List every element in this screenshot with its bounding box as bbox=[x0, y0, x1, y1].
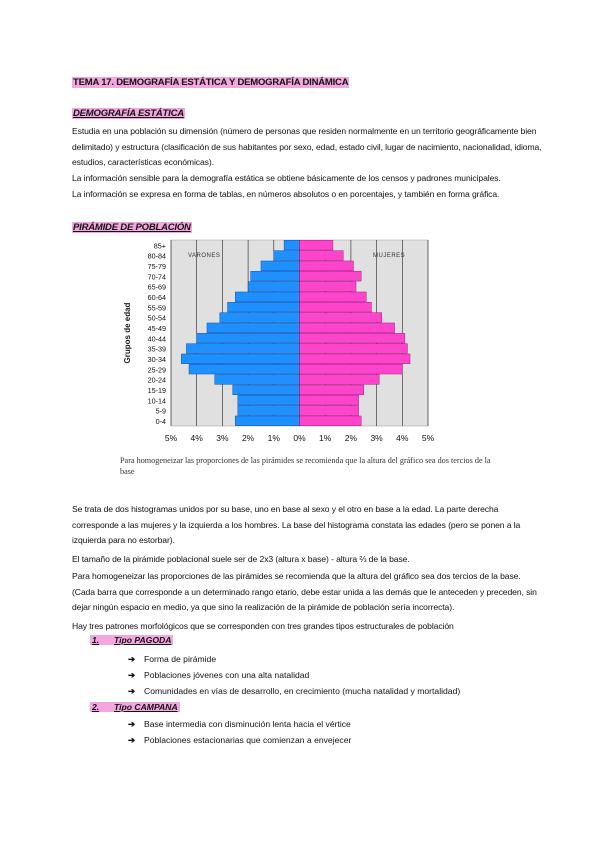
bar-mujeres-20-24 bbox=[300, 375, 380, 385]
y-tick-label: 15-19 bbox=[147, 386, 166, 395]
type-pagoda-heading bbox=[90, 635, 173, 645]
list-item bbox=[128, 654, 216, 665]
y-tick-label: 30-34 bbox=[147, 355, 166, 364]
y-tick-label: 25-29 bbox=[147, 365, 166, 375]
y-tick-label: 0-4 bbox=[155, 417, 166, 426]
y-tick-label: 40-44 bbox=[147, 334, 166, 344]
x-tick-label: 3% bbox=[370, 433, 383, 443]
type-number: 2. bbox=[92, 702, 100, 712]
bar-varones-30-34 bbox=[181, 354, 299, 364]
arrow-icon: ➔ bbox=[128, 686, 136, 696]
list-item-text: Base intermedia con disminución lenta hacia el vértice bbox=[144, 719, 351, 729]
bar-varones-15-19 bbox=[233, 385, 300, 395]
type-campana-heading bbox=[90, 702, 180, 712]
bar-varones-85+ bbox=[284, 240, 299, 250]
y-tick-label: 55-59 bbox=[147, 303, 166, 313]
bar-varones-10-14 bbox=[238, 395, 300, 405]
body-paragraph-1: Se trata de dos histogramas unidos por su base, uno en base al sexo y el otro en base a la edad. La parte derecha corresponde a las mujeres y la izquierda a los hombres. La base del histograma constata las edades (pero se ponen a la izquierda para no estorbar). bbox=[72, 504, 521, 545]
arrow-icon: ➔ bbox=[128, 654, 136, 664]
static-paragraph-3: La información se expresa en forma de tablas, en números absolutos o en porcentajes, y también en forma gráfica. bbox=[72, 189, 500, 199]
bar-varones-70-74 bbox=[251, 271, 300, 281]
y-tick-label: 70-74 bbox=[147, 272, 166, 282]
population-pyramid-chart bbox=[118, 235, 448, 445]
bar-mujeres-80-84 bbox=[300, 251, 344, 261]
static-demography-heading: DEMOGRAFÍA ESTÁTICA bbox=[73, 108, 184, 119]
bar-varones-40-44 bbox=[197, 333, 300, 343]
x-tick-label: 0% bbox=[293, 433, 306, 443]
bar-varones-75-79 bbox=[261, 261, 300, 271]
bar-mujeres-0-4 bbox=[300, 416, 362, 426]
chart-caption: Para homogeneizar las proporciones de las pirámides se recomienda que la altura del gráfico sea dos tercios de la base bbox=[120, 456, 491, 476]
y-axis-title: Grupos de edad bbox=[123, 302, 132, 364]
x-tick-label: 4% bbox=[396, 433, 409, 443]
page-title: TEMA 17. DEMOGRAFÍA ESTÁTICA Y DEMOGRAFÍA DINÁMICA bbox=[73, 77, 349, 88]
arrow-icon: ➔ bbox=[128, 719, 136, 729]
y-tick-label: 10-14 bbox=[147, 396, 166, 406]
bar-mujeres-35-39 bbox=[300, 344, 408, 354]
x-tick-label: 2% bbox=[344, 433, 358, 443]
bar-mujeres-50-54 bbox=[300, 313, 382, 323]
bar-mujeres-70-74 bbox=[300, 271, 362, 281]
x-tick-label: 1% bbox=[319, 433, 332, 443]
bar-mujeres-5-9 bbox=[300, 406, 359, 416]
bar-varones-55-59 bbox=[228, 302, 300, 312]
y-tick-label: 50-54 bbox=[147, 313, 166, 323]
list-item-text: Poblaciones jóvenes con una alta natalidad bbox=[144, 670, 310, 680]
y-tick-label: 80-84 bbox=[147, 251, 166, 261]
arrow-icon: ➔ bbox=[128, 670, 136, 680]
bar-varones-0-4 bbox=[235, 416, 299, 426]
y-tick-label: 60-64 bbox=[147, 293, 166, 302]
bar-varones-35-39 bbox=[186, 344, 299, 354]
list-item bbox=[128, 719, 351, 730]
bar-mujeres-15-19 bbox=[300, 385, 364, 395]
bar-mujeres-75-79 bbox=[300, 261, 354, 271]
legend-varones: VARONES bbox=[188, 253, 221, 259]
bar-mujeres-45-49 bbox=[300, 323, 395, 333]
x-tick-label: 3% bbox=[216, 433, 229, 443]
y-tick-label: 45-49 bbox=[147, 324, 166, 333]
bar-mujeres-65-69 bbox=[300, 282, 357, 292]
bar-varones-25-29 bbox=[189, 364, 300, 374]
legend-mujeres: MUJERES bbox=[373, 253, 406, 259]
bar-mujeres-10-14 bbox=[300, 395, 359, 405]
y-tick-label: 20-24 bbox=[147, 375, 166, 385]
x-tick-label: 1% bbox=[267, 433, 280, 443]
bar-mujeres-60-64 bbox=[300, 292, 367, 302]
bar-varones-60-64 bbox=[235, 292, 299, 302]
type-name: Tipo CAMPANA bbox=[114, 702, 178, 712]
bar-mujeres-40-44 bbox=[300, 333, 405, 343]
static-paragraph-1: Estudia en una población su dimensión (número de personas que residen normalmente en un territorio geográficamente bien delimitado) y estructura (clasificación de sus habitantes por sexo, edad, estado civil, lugar de nacimiento, nacionalidad, idioma, estudios, características económicas). bbox=[72, 126, 542, 167]
y-tick-label: 5-9 bbox=[155, 406, 166, 416]
list-item bbox=[128, 686, 460, 697]
y-tick-label: 65-69 bbox=[147, 282, 166, 292]
bar-varones-45-49 bbox=[207, 323, 300, 333]
x-tick-label: 5% bbox=[421, 433, 435, 443]
bar-mujeres-55-59 bbox=[300, 302, 372, 312]
bar-varones-50-54 bbox=[220, 313, 300, 323]
bar-mujeres-85+ bbox=[300, 240, 333, 250]
type-number: 1. bbox=[92, 635, 100, 645]
y-tick-label: 85+ bbox=[153, 241, 166, 251]
x-tick-label: 2% bbox=[241, 433, 255, 443]
list-item-text: Forma de pirámide bbox=[144, 654, 217, 664]
y-tick-label: 75-79 bbox=[147, 262, 166, 271]
list-item bbox=[128, 670, 309, 681]
y-tick-labels bbox=[148, 241, 166, 426]
type-name: Tipo PAGODA bbox=[114, 635, 172, 645]
arrow-icon: ➔ bbox=[128, 735, 136, 745]
bar-varones-80-84 bbox=[274, 251, 300, 261]
body-paragraph-4: Hay tres patrones morfológicos que se corresponden con tres grandes tipos estructurales de población bbox=[72, 621, 454, 631]
x-tick-label: 4% bbox=[190, 433, 203, 443]
list-item-text: Poblaciones estacionarias que comienzan a envejecer bbox=[144, 735, 352, 745]
list-item bbox=[128, 735, 351, 746]
y-tick-label: 35-39 bbox=[147, 344, 166, 354]
bar-varones-65-69 bbox=[248, 282, 299, 292]
bar-mujeres-25-29 bbox=[300, 364, 403, 374]
list-item-text: Comunidades en vías de desarrollo, en crecimiento (mucha natalidad y mortalidad) bbox=[144, 686, 461, 696]
body-paragraph-3: Para homogeneizar las proporciones de las pirámides se recomienda que la altura del gráfico sea dos tercios de la base. (Cada barra que corresponde a un determinado rango etario, debe estar unida a las demás que le anteceden y preceden, sin dejar ningún espacio en medio, ya que sino la realización de la pirámide de población sería incorrecta). bbox=[72, 571, 537, 612]
x-tick-labels bbox=[165, 433, 435, 443]
pyramid-heading: PIRÁMIDE DE POBLACIÓN bbox=[73, 222, 191, 233]
bar-varones-5-9 bbox=[238, 406, 300, 416]
bar-mujeres-30-34 bbox=[300, 354, 411, 364]
body-paragraph-2: El tamaño de la pirámide poblacional suele ser de 2x3 (altura x base) - altura ⅔ de la base. bbox=[72, 554, 410, 564]
bar-varones-20-24 bbox=[215, 375, 300, 385]
x-tick-label: 5% bbox=[164, 433, 178, 443]
static-paragraph-2: La información sensible para la demografía estática se obtiene básicamente de los censos y padrones municipales. bbox=[72, 173, 501, 183]
